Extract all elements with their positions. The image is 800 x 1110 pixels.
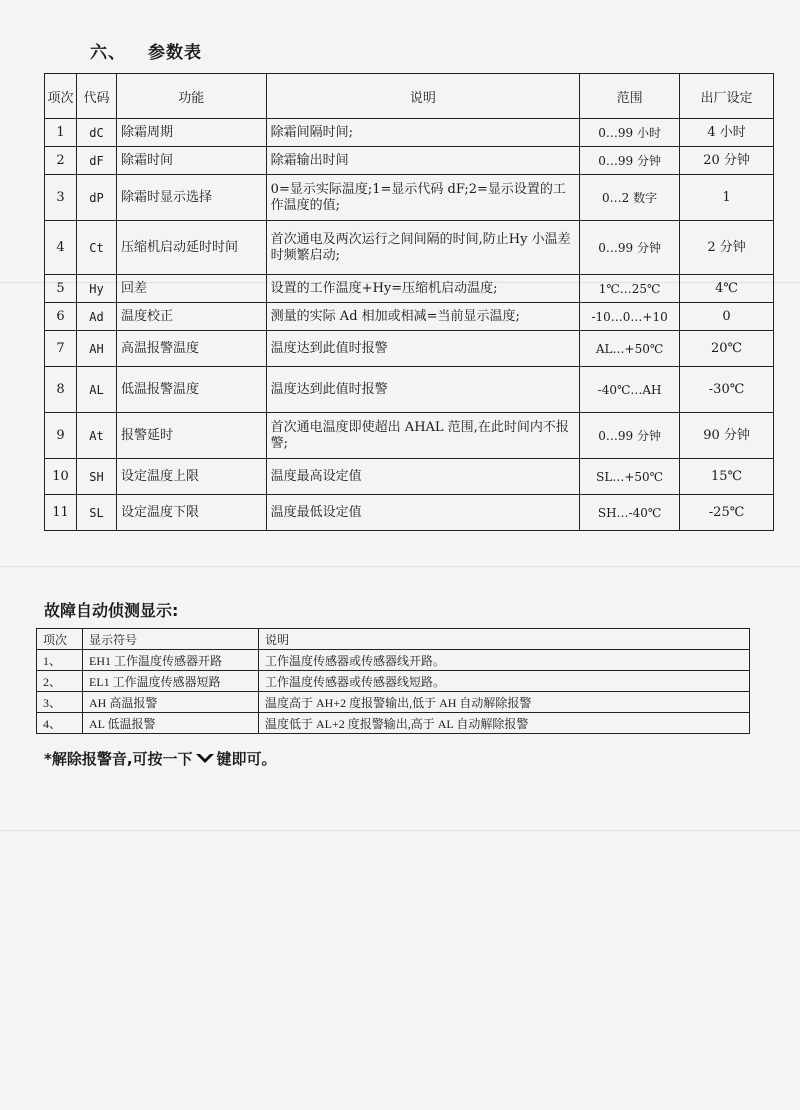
row-description: 温度达到此值时报警 xyxy=(266,331,579,367)
row-default: 90 分钟 xyxy=(680,413,774,459)
row-description: 温度达到此值时报警 xyxy=(266,367,579,413)
parameter-row xyxy=(45,413,774,459)
row-range: 1℃…25℃ xyxy=(580,275,680,303)
fault-index: 3、 xyxy=(37,692,83,713)
parameter-row xyxy=(45,367,774,413)
fault-symbol: EL1 工作温度传感器短路 xyxy=(83,671,259,692)
fault-index: 2、 xyxy=(37,671,83,692)
row-range: 0…99 分钟 xyxy=(580,147,680,175)
row-range: 0…99 分钟 xyxy=(580,221,680,275)
row-default: -30℃ xyxy=(680,367,774,413)
row-index: 5 xyxy=(45,275,77,303)
row-function: 除霜时显示选择 xyxy=(116,175,266,221)
row-index: 8 xyxy=(45,367,77,413)
row-range: 0…99 小时 xyxy=(580,119,680,147)
parameter-row xyxy=(45,275,774,303)
row-function: 设定温度下限 xyxy=(116,495,266,531)
row-index: 2 xyxy=(45,147,77,175)
parameter-row xyxy=(45,147,774,175)
fault-description: 工作温度传感器或传感器线开路。 xyxy=(259,650,750,671)
row-index: 9 xyxy=(45,413,77,459)
fault-row xyxy=(37,692,750,713)
fault-index: 1、 xyxy=(37,650,83,671)
row-range: SL…+50℃ xyxy=(580,459,680,495)
row-code: AL xyxy=(76,367,116,413)
header-index: 项次 xyxy=(45,74,77,119)
row-index: 7 xyxy=(45,331,77,367)
header-description: 说明 xyxy=(266,74,579,119)
fault-header-description: 说明 xyxy=(259,629,750,650)
row-index: 6 xyxy=(45,303,77,331)
row-range: 0…2 数字 xyxy=(580,175,680,221)
paper-fold-line xyxy=(0,566,800,567)
row-range: SH…-40℃ xyxy=(580,495,680,531)
fault-description: 温度高于 AH+2 度报警输出,低于 AH 自动解除报警 xyxy=(259,692,750,713)
row-default: 0 xyxy=(680,303,774,331)
row-description: 除霜输出时间 xyxy=(266,147,579,175)
fault-table-header xyxy=(37,629,750,650)
row-code: Ct xyxy=(76,221,116,275)
row-code: dF xyxy=(76,147,116,175)
fault-index: 4、 xyxy=(37,713,83,734)
fault-section-title: 故障自动侦测显示: xyxy=(44,601,179,620)
fault-row xyxy=(37,671,750,692)
paper-fold-line xyxy=(0,830,800,831)
note-text-after: 键即可。 xyxy=(216,750,277,768)
row-code: dP xyxy=(76,175,116,221)
section-title-text: 参数表 xyxy=(148,43,202,63)
row-function: 除霜时间 xyxy=(116,147,266,175)
fault-symbol: AL 低温报警 xyxy=(83,713,259,734)
fault-header-index: 项次 xyxy=(37,629,83,650)
row-function: 高温报警温度 xyxy=(116,331,266,367)
header-code: 代码 xyxy=(76,74,116,119)
row-range: -10…0…+10 xyxy=(580,303,680,331)
row-range: -40℃…AH xyxy=(580,367,680,413)
header-range: 范围 xyxy=(580,74,680,119)
section-number: 六、 xyxy=(90,43,126,63)
down-arrow-key-icon xyxy=(195,752,215,766)
parameter-table xyxy=(44,73,774,531)
row-description: 首次通电温度即使超出 AHAL 范围,在此时间内不报警; xyxy=(266,413,579,459)
row-default: 2 分钟 xyxy=(680,221,774,275)
row-description: 设置的工作温度+Hy=压缩机启动温度; xyxy=(266,275,579,303)
row-description: 首次通电及两次运行之间间隔的时间,防止Hy 小温差时频繁启动; xyxy=(266,221,579,275)
parameter-row xyxy=(45,119,774,147)
row-code: AH xyxy=(76,331,116,367)
header-default: 出厂设定 xyxy=(680,74,774,119)
row-code: SH xyxy=(76,459,116,495)
fault-row xyxy=(37,713,750,734)
row-description: 温度最高设定值 xyxy=(266,459,579,495)
parameter-row xyxy=(45,303,774,331)
row-default: 15℃ xyxy=(680,459,774,495)
row-function: 设定温度上限 xyxy=(116,459,266,495)
row-default: 20 分钟 xyxy=(680,147,774,175)
row-description: 测量的实际 Ad 相加或相减=当前显示温度; xyxy=(266,303,579,331)
row-code: At xyxy=(76,413,116,459)
parameter-row xyxy=(45,459,774,495)
fault-table xyxy=(36,628,750,734)
row-default: 1 xyxy=(680,175,774,221)
row-function: 低温报警温度 xyxy=(116,367,266,413)
row-index: 3 xyxy=(45,175,77,221)
row-default: 4 小时 xyxy=(680,119,774,147)
row-default: 20℃ xyxy=(680,331,774,367)
row-default: 4℃ xyxy=(680,275,774,303)
section-title xyxy=(90,38,202,63)
row-index: 11 xyxy=(45,495,77,531)
fault-symbol: EH1 工作温度传感器开路 xyxy=(83,650,259,671)
row-code: dC xyxy=(76,119,116,147)
alarm-mute-note xyxy=(44,748,277,769)
header-function: 功能 xyxy=(116,74,266,119)
row-function: 温度校正 xyxy=(116,303,266,331)
row-description: 除霜间隔时间; xyxy=(266,119,579,147)
fault-row xyxy=(37,650,750,671)
fault-symbol: AH 高温报警 xyxy=(83,692,259,713)
fault-description: 温度低于 AL+2 度报警输出,高于 AL 自动解除报警 xyxy=(259,713,750,734)
note-text-before: *解除报警音,可按一下 xyxy=(44,750,193,768)
fault-description: 工作温度传感器或传感器线短路。 xyxy=(259,671,750,692)
row-function: 压缩机启动延时时间 xyxy=(116,221,266,275)
row-code: Hy xyxy=(76,275,116,303)
row-range: 0…99 分钟 xyxy=(580,413,680,459)
row-function: 报警延时 xyxy=(116,413,266,459)
parameter-table-header xyxy=(45,74,774,119)
row-function: 除霜周期 xyxy=(116,119,266,147)
parameter-row xyxy=(45,331,774,367)
row-code: SL xyxy=(76,495,116,531)
parameter-row xyxy=(45,175,774,221)
parameter-row xyxy=(45,495,774,531)
row-code: Ad xyxy=(76,303,116,331)
row-index: 10 xyxy=(45,459,77,495)
parameter-row xyxy=(45,221,774,275)
row-range: AL…+50℃ xyxy=(580,331,680,367)
row-description: 0=显示实际温度;1=显示代码 dF;2=显示设置的工作温度的值; xyxy=(266,175,579,221)
row-default: -25℃ xyxy=(680,495,774,531)
row-function: 回差 xyxy=(116,275,266,303)
row-index: 1 xyxy=(45,119,77,147)
row-description: 温度最低设定值 xyxy=(266,495,579,531)
fault-header-symbol: 显示符号 xyxy=(83,629,259,650)
row-index: 4 xyxy=(45,221,77,275)
